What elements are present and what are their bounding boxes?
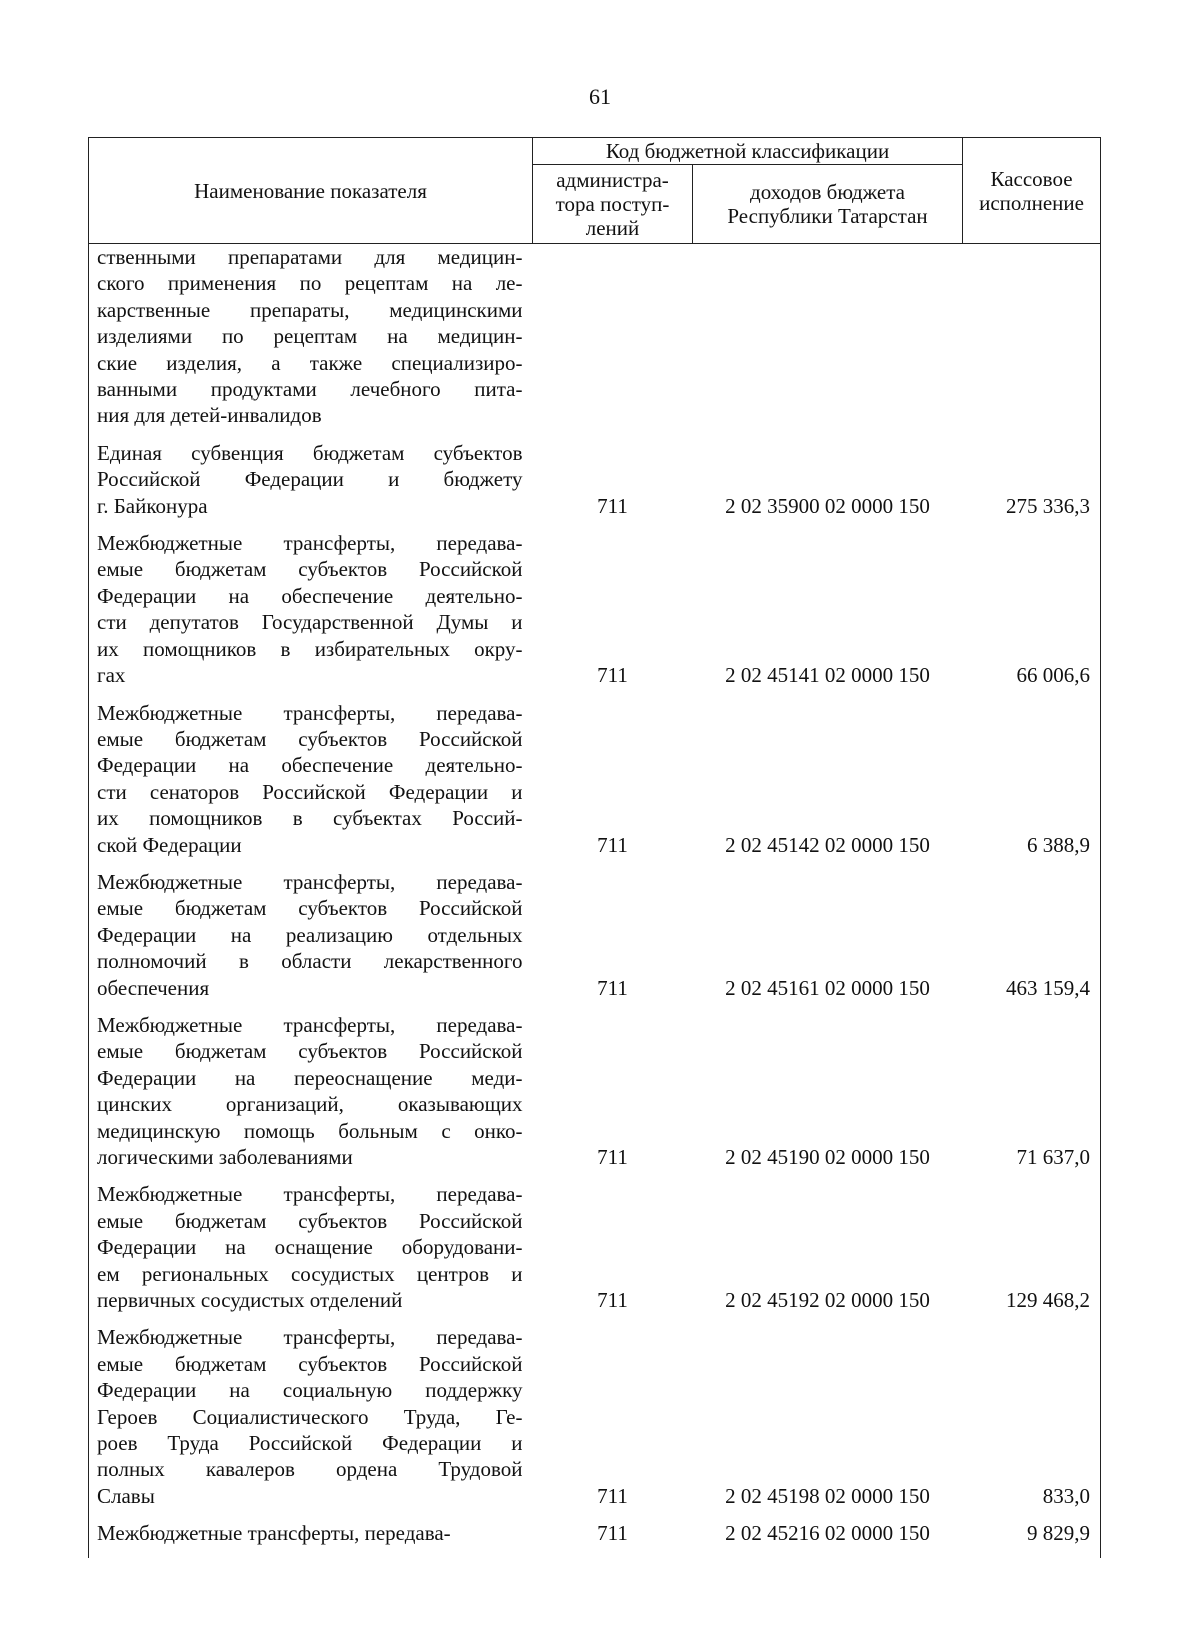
indicator-name-line: Межбюджетные трансферты, передава- (97, 1325, 523, 1350)
table-body (89, 244, 1101, 1558)
cash-execution-amount: 6 388,9 (963, 700, 1101, 869)
indicator-name-line: Межбюджетные трансферты, передава- (97, 531, 523, 556)
indicator-name (89, 1324, 533, 1520)
indicator-name-line: ния для детей-инвалидов (97, 403, 322, 428)
cash-execution-amount: 9 829,9 (963, 1520, 1101, 1557)
indicator-name-line: цинских организаций, оказывающих (97, 1092, 523, 1117)
indicator-name-line: ского применения по рецептам на ле- (97, 271, 523, 296)
indicator-name (89, 1181, 533, 1324)
header-cash-execution: Кассовое исполнение (963, 138, 1101, 244)
indicator-name (89, 700, 533, 869)
table-header (89, 138, 1101, 244)
revenue-code: 2 02 45190 02 0000 150 (725, 1145, 930, 1169)
table-row (89, 869, 1101, 1012)
revenue-code: 2 02 45192 02 0000 150 (725, 1288, 930, 1313)
administrator-code: 711 (597, 1145, 628, 1169)
indicator-name-line: Межбюджетные трансферты, передава- (97, 1012, 523, 1037)
indicator-name-line: роев Труда Российской Федерации и (97, 1431, 523, 1456)
indicator-name-line: Межбюджетные трансферты, передава- (97, 1182, 523, 1207)
indicator-name-line: полных кавалеров ордена Трудовой (97, 1457, 523, 1482)
table-row (89, 440, 1101, 530)
indicator-name-line: карственные препараты, медицинскими (97, 297, 523, 322)
indicator-name (89, 440, 533, 530)
revenue-code: 2 02 35900 02 0000 150 (725, 493, 930, 518)
indicator-name-line: Межбюджетные трансферты, передава- (97, 1521, 451, 1546)
indicator-name (89, 530, 533, 699)
indicator-name-line: Славы (97, 1483, 155, 1508)
indicator-name-line: Федерации на обеспечение деятельно- (97, 753, 523, 778)
revenue-code: 2 02 45141 02 0000 150 (725, 663, 930, 688)
indicator-name-line: Героев Социалистического Труда, Ге- (97, 1404, 523, 1429)
indicator-name-line: Единая субвенция бюджетам субъектов (97, 440, 523, 465)
cash-execution-amount: 833,0 (963, 1324, 1101, 1520)
indicator-name (89, 1520, 533, 1557)
indicator-name-line: полномочий в области лекарственного (97, 949, 523, 974)
indicator-name (89, 1012, 533, 1181)
indicator-name-line: первичных сосудистых отделений (97, 1288, 403, 1313)
indicator-name-line: г. Байконура (97, 493, 208, 518)
administrator-code: 711 (597, 832, 628, 857)
cash-execution-amount: 129 468,2 (963, 1181, 1101, 1324)
indicator-name-line: емые бюджетам субъектов Российской (97, 557, 523, 582)
indicator-name-line: емые бюджетам субъектов Российской (97, 1351, 523, 1376)
indicator-name-line: Федерации на оснащение оборудовани- (97, 1235, 523, 1260)
administrator-code (533, 244, 693, 440)
indicator-name-line: емые бюджетам субъектов Российской (97, 1039, 523, 1064)
page-number: 61 (589, 84, 611, 109)
revenue-code: 2 02 45161 02 0000 150 (725, 975, 930, 1000)
indicator-name-line: Федерации на переоснащение меди- (97, 1065, 523, 1090)
indicator-name-line: Межбюджетные трансферты, передава- (97, 700, 523, 725)
indicator-name-line: обеспечения (97, 975, 210, 1000)
indicator-name-line: сти депутатов Государственной Думы и (97, 610, 523, 635)
indicator-name-line: ские изделия, а также специализиро- (97, 350, 523, 375)
header-classification-code: Код бюджетной классификации (533, 138, 963, 165)
table-row (89, 244, 1101, 440)
indicator-name (89, 869, 533, 1012)
revenue-code: 2 02 45198 02 0000 150 (725, 1483, 930, 1508)
administrator-code: 711 (597, 493, 628, 518)
administrator-code: 711 (597, 663, 628, 688)
administrator-code: 711 (597, 1288, 628, 1313)
indicator-name-line: ванными продуктами лечебного пита- (97, 377, 523, 402)
table-row (89, 1324, 1101, 1520)
revenue-code (693, 244, 963, 440)
table-row (89, 1520, 1101, 1557)
indicator-name-line: емые бюджетам субъектов Российской (97, 896, 523, 921)
cash-execution-amount: 463 159,4 (963, 869, 1101, 1012)
indicator-name-line: ем региональных сосудистых центров и (97, 1261, 523, 1286)
indicator-name-line: Федерации на социальную поддержку (97, 1378, 523, 1403)
indicator-name-line: емые бюджетам субъектов Российской (97, 726, 523, 751)
indicator-name-line: изделиями по рецептам на медицин- (97, 324, 523, 349)
cash-execution-amount (963, 244, 1101, 440)
administrator-code: 711 (597, 1521, 628, 1546)
table-row (89, 530, 1101, 699)
indicator-name (89, 244, 533, 440)
cash-execution-amount: 71 637,0 (963, 1012, 1101, 1181)
indicator-name-line: Федерации на обеспечение деятельно- (97, 583, 523, 608)
header-indicator-name: Наименование показателя (89, 138, 533, 244)
revenue-code: 2 02 45142 02 0000 150 (725, 832, 930, 857)
revenue-code: 2 02 45216 02 0000 150 (725, 1521, 930, 1546)
budget-table (88, 137, 1101, 1558)
indicator-name-line: их помощников в избирательных окру- (97, 636, 523, 661)
administrator-code: 711 (597, 1483, 628, 1508)
indicator-name-line: их помощников в субъектах Россий- (97, 806, 523, 831)
indicator-name-line: сти сенаторов Российской Федерации и (97, 779, 523, 804)
indicator-name-line: ственными препаратами для медицин- (97, 245, 523, 269)
indicator-name-line: Федерации на реализацию отдельных (97, 922, 523, 947)
indicator-name-line: ской Федерации (97, 832, 242, 857)
indicator-name-line: Российской Федерации и бюджету (97, 467, 523, 492)
header-revenue-code: доходов бюджета Республики Татарстан (693, 165, 963, 244)
indicator-name-line: гах (97, 663, 126, 688)
cash-execution-amount: 66 006,6 (963, 530, 1101, 699)
cash-execution-amount: 275 336,3 (963, 440, 1101, 530)
header-administrator: администра- тора поступ- лений (533, 165, 693, 244)
table-row (89, 1181, 1101, 1324)
indicator-name-line: медицинскую помощь больным с онко- (97, 1118, 523, 1143)
table-row (89, 700, 1101, 869)
table-row (89, 1012, 1101, 1181)
indicator-name-line: логическими заболеваниями (97, 1145, 353, 1169)
indicator-name-line: емые бюджетам субъектов Российской (97, 1208, 523, 1233)
indicator-name-line: Межбюджетные трансферты, передава- (97, 869, 523, 894)
administrator-code: 711 (597, 975, 628, 1000)
